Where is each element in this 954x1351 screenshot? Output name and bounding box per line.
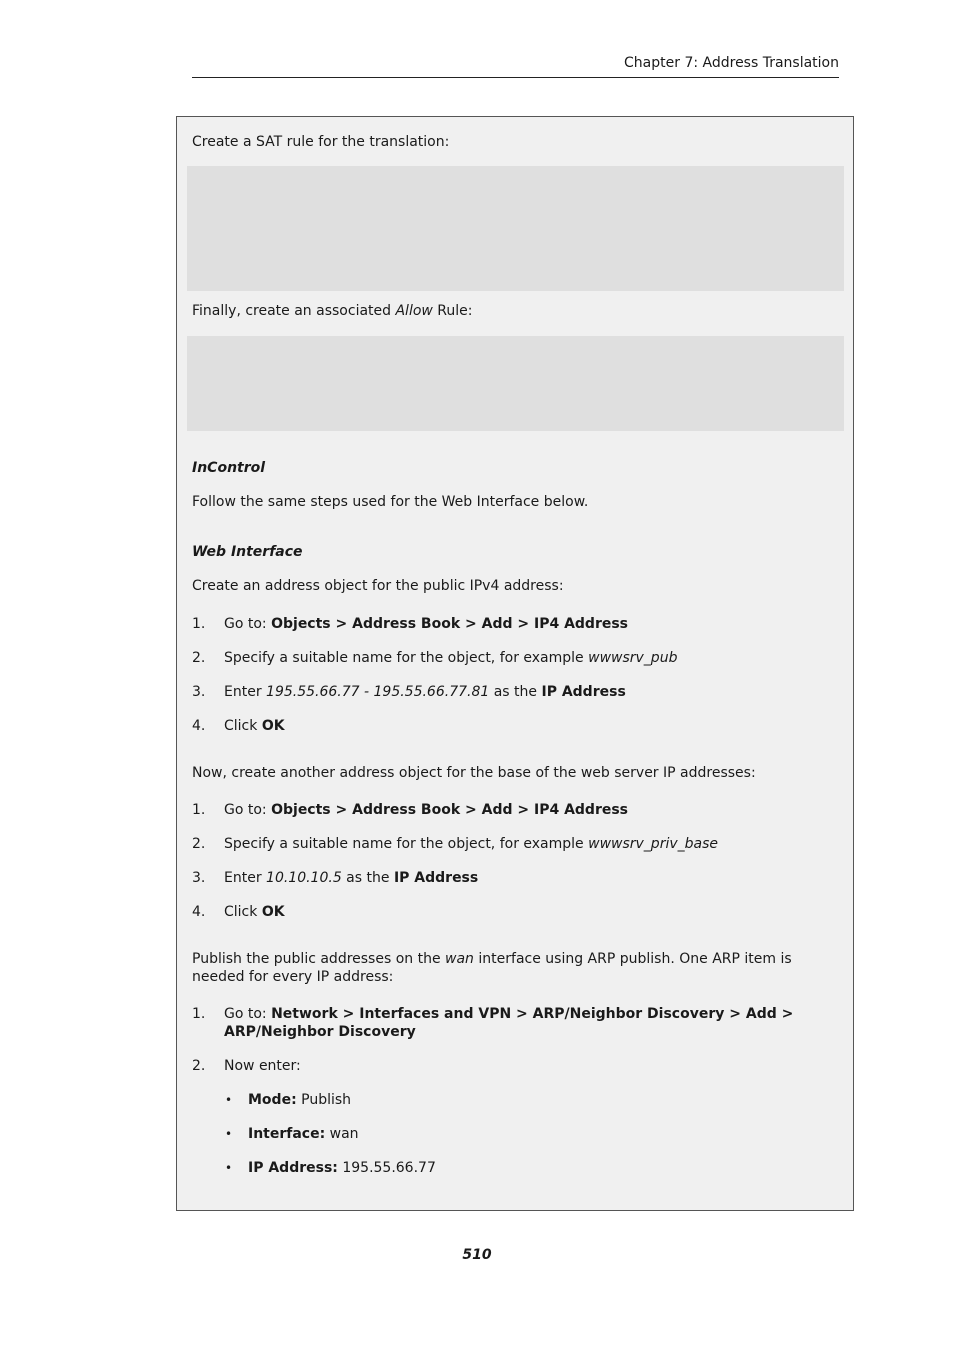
step-specify-name: Specify a suitable name for the object, for example wwwsrv_pub <box>224 650 678 666</box>
bullet: • <box>225 1093 233 1107</box>
step-number: 1. <box>192 802 206 818</box>
step-goto-address-book: Go to: Objects > Address Book > Add > IP4 Address <box>224 802 629 818</box>
step-number: 1. <box>192 616 206 632</box>
step-number: 2. <box>192 1058 206 1074</box>
publish-intro: Publish the public addresses on the wan interface using ARP publish. One ARP item is needed for every IP address: <box>192 951 792 985</box>
step-number: 2. <box>192 836 206 852</box>
step-enter-ip: Enter 195.55.66.77 - 195.55.66.77.81 as the IP Address <box>224 684 626 700</box>
bullet: • <box>225 1161 233 1175</box>
step-number: 4. <box>192 718 206 734</box>
step-enter-ip: Enter 10.10.10.5 as the IP Address <box>224 870 479 886</box>
step-number: 1. <box>192 1006 206 1022</box>
step-number: 4. <box>192 904 206 920</box>
bullet-mode: Mode: Publish <box>248 1092 352 1108</box>
sat-code-block <box>187 166 844 291</box>
incontrol-text: Follow the same steps used for the Web Interface below. <box>192 494 589 510</box>
step-click-ok: Click OK <box>224 718 285 734</box>
bullet: • <box>225 1127 233 1141</box>
step-specify-name: Specify a suitable name for the object, for example wwwsrv_priv_base <box>224 836 719 852</box>
sat-intro: Create a SAT rule for the translation: <box>192 134 450 150</box>
page-header: Chapter 7: Address Translation <box>192 55 839 78</box>
step-now-enter: Now enter: <box>224 1058 301 1074</box>
step-click-ok: Click OK <box>224 904 285 920</box>
allow-intro: Finally, create an associated Allow Rule: <box>192 303 473 319</box>
web-intro: Create an address object for the public IPv4 address: <box>192 578 564 594</box>
incontrol-heading: InControl <box>192 460 266 476</box>
step-number: 2. <box>192 650 206 666</box>
example-box <box>176 116 854 1211</box>
page-number: 510 <box>462 1247 492 1263</box>
bullet-interface: Interface: wan <box>248 1126 359 1142</box>
allow-code-block <box>187 336 844 431</box>
step-goto-arp: Go to: Network > Interfaces and VPN > ARP/Neighbor Discovery > Add > ARP/Neighbor Discovery <box>224 1006 794 1040</box>
base-intro: Now, create another address object for the base of the web server IP addresses: <box>192 765 756 781</box>
step-number: 3. <box>192 684 206 700</box>
step-number: 3. <box>192 870 206 886</box>
step-goto-address-book: Go to: Objects > Address Book > Add > IP4 Address <box>224 616 629 632</box>
bullet-ip-address: IP Address: 195.55.66.77 <box>248 1160 436 1176</box>
web-interface-heading: Web Interface <box>192 544 303 560</box>
